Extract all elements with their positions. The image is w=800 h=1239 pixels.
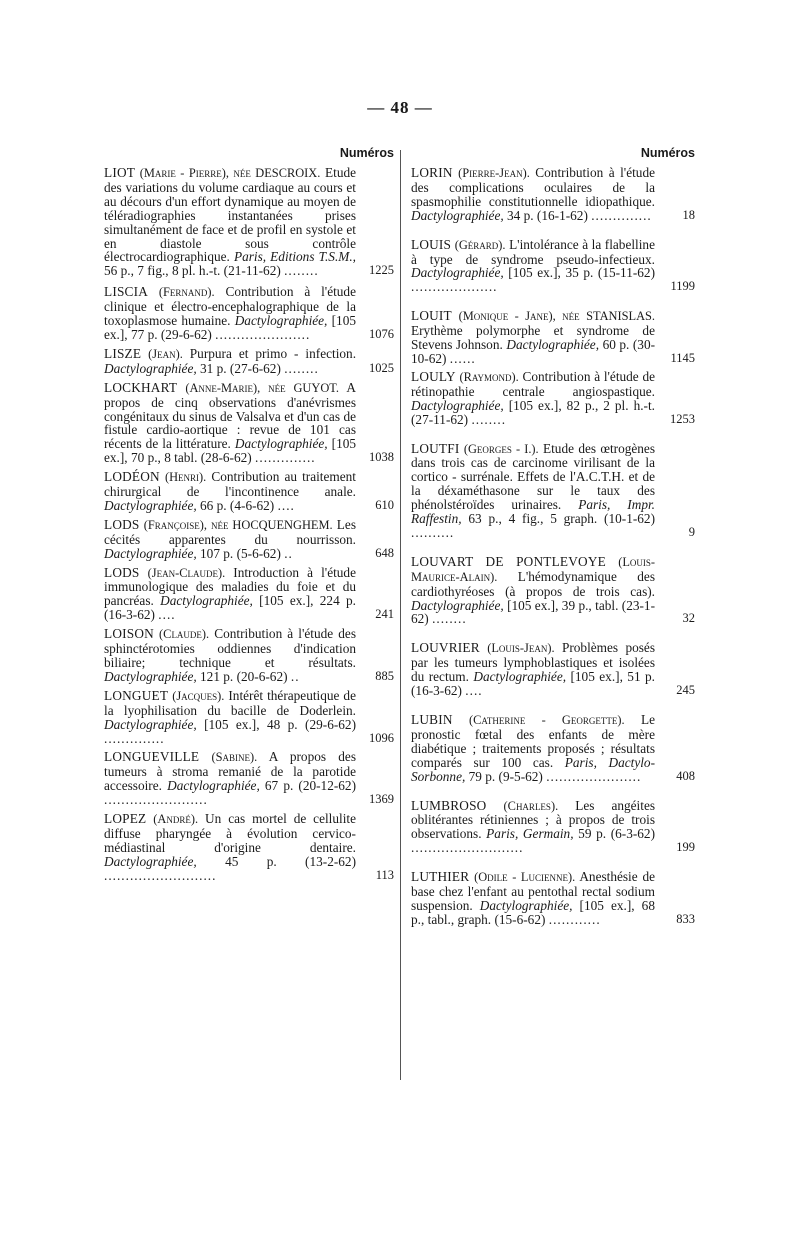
publication: Dactylographiée, — [411, 265, 504, 281]
entry-text — [104, 347, 356, 376]
bibliography-entry — [411, 555, 695, 627]
author-given: (Louis-Jean). — [487, 641, 555, 656]
publication-details: 31 p. (27-6-62) — [200, 360, 281, 376]
entry-text — [104, 812, 356, 883]
publication-details: [105 ex.], 82 p., 2 pl. h.-t. (27-11-62) — [411, 397, 655, 427]
entry-number: 9 — [688, 524, 695, 539]
column-divider — [400, 150, 401, 1080]
thesis-title: Contribution à l'étude des complications oculaires de la spasmophilie constitutionnelle idiopathique. — [411, 165, 655, 209]
bibliography-entry — [411, 799, 695, 856]
entry-text — [104, 750, 356, 807]
entry-number: 610 — [375, 497, 394, 512]
entry-text — [411, 870, 655, 927]
entry-text — [104, 518, 356, 561]
dot-leader: ........ — [432, 611, 467, 627]
thesis-title: A propos de cinq observations d'anévrismes congénitaux du sinus de Valsalva et d'un cas de fistule cardio-aortique : revue de 101 cas récents de la littérature. — [104, 379, 357, 452]
thesis-title: Etude des variations du volume cardiaque au cours et au décours d'un effort dynamique au moyen de téléradiographies instantanées prises simultanément de face et de profil en systole et en diastole sous contrôle électrocardiographique. — [104, 165, 357, 265]
publication-details: 107 p. (5-6-62) — [200, 545, 281, 561]
author-name: LUMBROSO — [411, 797, 487, 813]
publication: Dactylographiée, — [104, 853, 197, 869]
author-given: (Claude). — [159, 627, 210, 642]
publication: Dactylographiée, — [411, 597, 504, 613]
bibliography-entry — [411, 370, 695, 427]
author-given: (Raymond). — [459, 369, 519, 384]
thesis-title: Contribution à l'étude clinique et électro-encephalographique de la toxoplasmose humaine. — [104, 284, 356, 329]
bibliography-entry — [411, 238, 695, 295]
publication: Dactylographiée, — [104, 716, 197, 732]
publication: Paris, Dactylo-Sorbonne, — [411, 754, 656, 784]
entry-number: 1025 — [369, 360, 394, 375]
publication: Dactylographiée, — [411, 397, 504, 413]
dot-leader: ........ — [471, 411, 507, 427]
publication-details: [105 ex.], 48 p. (29-6-62) — [204, 716, 356, 732]
publication: Dactylographiée, — [167, 778, 260, 794]
thesis-title: Le pronostic fœtal des enfants de mère diabétique ; traitements proposés ; résultats comparés sur 100 cas. — [411, 712, 655, 770]
entry-number: 1038 — [369, 450, 394, 465]
dot-leader: ...... — [449, 350, 476, 366]
entry-text — [104, 566, 356, 623]
thesis-title: Anesthésie de base chez l'enfant au pentothal rectal sodium suspension. — [411, 869, 656, 913]
author-given: (Jacques). — [172, 688, 225, 703]
publication: Paris, Impr. Raffestin, — [411, 497, 655, 527]
publication: Dactylographiée, — [234, 436, 328, 452]
entry-text — [411, 238, 655, 295]
bibliography-entry — [104, 518, 394, 561]
entry-text — [411, 555, 655, 627]
author-given: (Marie - Pierre), née DESCROIX. — [139, 166, 321, 180]
thesis-title: Les angéites oblitérantes rétiniennes ; à propos de trois observations. — [411, 797, 656, 842]
publication-details: 45 p. (13-2-62) — [225, 853, 357, 869]
publication-details: [105 ex.], 70 p., 8 tabl. (28-6-62) — [104, 436, 357, 466]
author-given: (Catherine - Georgette). — [469, 713, 625, 727]
publication-details: [105 ex.], 51 p. (16-3-62) — [411, 669, 655, 699]
thesis-title: L'hémodynamique des cardiothyréoses (à propos de trois cas). — [411, 568, 655, 599]
entry-text — [411, 166, 655, 223]
publication: Paris, Germain, — [486, 826, 574, 842]
author-given: (Françoise), née HOCQUENGHEM. — [143, 517, 333, 532]
right-column — [411, 146, 695, 927]
publication-details: [105 ex.], 35 p. (15-11-62) — [508, 265, 655, 281]
thesis-title: Un cas mortel de cellulite diffuse pharyngée à évolution cervico-médiastinal d'origine dentaire. — [104, 811, 356, 855]
author-name: LORIN — [411, 165, 453, 180]
entry-text — [411, 309, 655, 366]
author-name: LODS — [104, 564, 140, 580]
entry-number: 1199 — [670, 279, 695, 294]
dot-leader: .... — [277, 497, 295, 513]
author-given: (Jean). — [148, 346, 183, 361]
entry-number: 199 — [676, 840, 695, 855]
author-name: LOUIS — [411, 236, 452, 252]
bibliography-entry — [104, 566, 394, 623]
dot-leader: ........ — [284, 360, 319, 376]
author-name: LOUVART DE PONTLEVOYE — [411, 553, 606, 569]
author-name: LISCIA — [104, 284, 149, 300]
bibliography-entry — [104, 750, 394, 807]
publication: Dactylographiée, — [506, 337, 600, 353]
publication: Dactylographiée, — [160, 593, 253, 609]
publication-details: 56 p., 7 fig., 8 pl. h.-t. (21-11-62) — [104, 263, 281, 279]
thesis-title: Intérêt thérapeutique de la lyophilisation du bacille de Doderlein. — [104, 687, 356, 718]
publication-details: [105 ex.], 224 p. (16-3-62) — [104, 593, 356, 623]
bibliography-entry — [104, 166, 394, 278]
author-name: LODÉON — [104, 469, 160, 485]
bibliography-entry — [411, 309, 695, 366]
entry-text — [104, 470, 356, 513]
dot-leader: .... — [158, 607, 176, 623]
dot-leader: ........ — [284, 263, 319, 279]
author-name: LIOT — [104, 165, 136, 180]
page-number: — 48 — — [367, 98, 433, 117]
bibliography-entry — [411, 870, 695, 927]
publication: Paris, Editions T.S.M., — [233, 249, 357, 265]
publication: Dactylographiée, — [104, 545, 197, 561]
entry-number: 1253 — [670, 411, 695, 426]
entry-number: 885 — [375, 668, 394, 683]
entry-text — [411, 370, 655, 427]
dot-leader: .... — [465, 683, 483, 699]
entry-text — [411, 442, 655, 540]
publication: Dactylographiée, — [473, 669, 567, 685]
thesis-title: A propos des tumeurs à stroma remanié de la parotide accessoire. — [104, 749, 356, 794]
entry-list — [104, 166, 394, 883]
column-header: Numéros — [640, 146, 695, 160]
entry-text — [104, 627, 356, 684]
author-name: LOUIT — [411, 308, 452, 324]
author-given: (Charles). — [503, 798, 559, 813]
entry-number: 245 — [676, 683, 695, 698]
author-given: (Monique - Jane), née STANISLAS. — [458, 309, 656, 324]
dot-leader: .......... — [411, 524, 455, 540]
author-given: (Gérard). — [454, 237, 506, 252]
author-given: (Fernand). — [158, 285, 215, 300]
entry-text — [104, 285, 356, 342]
publication-details: 79 p. (9-5-62) — [468, 768, 543, 784]
publication-details: 63 p., 4 fig., 5 graph. (10-1-62) — [468, 511, 656, 527]
entry-number: 18 — [682, 207, 695, 222]
author-given: (Louis-Maurice-Alain). — [411, 554, 656, 584]
entry-number: 1096 — [369, 730, 394, 745]
publication-details: [105 ex.], 77 p. (29-6-62) — [104, 313, 356, 342]
bibliography-entry — [104, 381, 394, 465]
thesis-title: Erythème polymorphe et syndrome de Stevens Johnson. — [411, 323, 655, 353]
author-name: LONGUET — [104, 687, 169, 703]
entry-number: 113 — [375, 867, 394, 882]
thesis-title: Les cécités apparentes du nourrisson. — [104, 516, 356, 547]
bibliography-entry — [411, 166, 695, 223]
entry-text — [411, 641, 655, 698]
thesis-title: Contribution à l'étude des sphinctérotomies oddiennes d'indication biliaire; technique et résultats. — [104, 626, 356, 670]
thesis-title: Etude des œtrogènes dans trois cas de carcinome virilisant de la cortico - surrénale. Effets de l'A.C.T.H. et de la déxaméthasone sur le taux des phénolstéroïdes urinaires. — [411, 440, 656, 513]
author-name: LOPEZ — [104, 811, 147, 827]
entry-number: 408 — [676, 768, 695, 783]
publication: Dactylographiée, — [104, 668, 197, 684]
author-name: LODS — [104, 516, 140, 532]
dot-leader: .. — [290, 668, 300, 684]
bibliography-entry — [104, 627, 394, 684]
author-given: (Pierre-Jean). — [458, 166, 530, 180]
entry-text — [104, 166, 356, 278]
entry-text — [104, 689, 356, 746]
author-given: (Georges - I.). — [463, 441, 539, 456]
entry-number: 241 — [375, 607, 394, 622]
thesis-title: Problèmes posés par les tumeurs lymphoblastiques et isolées du rectum. — [411, 640, 656, 685]
bibliography-entry — [104, 285, 394, 342]
column-header: Numéros — [339, 146, 394, 160]
bibliography-entry — [411, 442, 695, 540]
publication-details: 66 p. (4-6-62) — [200, 497, 275, 513]
author-name: LOCKHART — [104, 379, 178, 395]
publication: Dactylographiée, — [411, 207, 504, 223]
thesis-title: L'intolérance à la flabelline à type de syndrome pseudo-infectieux. — [411, 236, 655, 267]
entry-number: 1225 — [369, 263, 394, 278]
entry-text — [411, 713, 655, 784]
publication-details: 67 p. (20-12-62) — [264, 778, 357, 794]
dot-leader: .. — [284, 545, 293, 561]
author-name: LISZE — [104, 345, 142, 361]
author-name: LOUVRIER — [411, 640, 480, 656]
publication-details: [105 ex.], 39 p., tabl. (23-1-62) — [411, 597, 655, 627]
author-name: LUBIN — [411, 712, 453, 727]
entry-text — [411, 799, 655, 856]
bibliography-entry — [104, 812, 394, 883]
dot-leader: .............. — [104, 730, 165, 746]
thesis-title: Contribution à l'étude de rétinopathie centrale angiospastique. — [411, 368, 655, 399]
bibliography-entry — [104, 689, 394, 746]
author-given: (Jean-Claude). — [147, 565, 226, 580]
dot-leader: ...................... — [546, 768, 642, 784]
author-name: LOUTFI — [411, 440, 460, 456]
entry-number: 833 — [676, 911, 695, 926]
publication-details: 34 p. (16-1-62) — [507, 207, 588, 223]
publication-details: 121 p. (20-6-62) — [200, 668, 288, 684]
author-given: (Odile - Lucienne). — [474, 870, 576, 885]
dot-leader: ...................... — [215, 326, 311, 342]
bibliography-entry — [104, 347, 394, 376]
dot-leader: ............ — [548, 911, 601, 927]
dot-leader: .................... — [411, 279, 498, 295]
author-given: (André). — [153, 812, 199, 827]
publication-details: [105 ex.], 68 p., tabl., graph. (15-6-62) — [411, 897, 655, 927]
left-column — [104, 146, 394, 883]
dot-leader: .......................... — [411, 840, 524, 856]
publication: Dactylographiée, — [234, 313, 328, 329]
thesis-title: Purpura et primo - infection. — [189, 345, 357, 361]
publication-details: 60 p. (30-10-62) — [411, 337, 656, 366]
publication-details: 59 p. (6-3-62) — [578, 826, 655, 842]
publication: Dactylographiée, — [104, 360, 197, 376]
author-name: LONGUEVILLE — [104, 749, 200, 765]
dot-leader: .............. — [255, 450, 316, 466]
dot-leader: .......................... — [104, 867, 217, 883]
entry-number: 32 — [682, 611, 695, 626]
entry-number: 1076 — [369, 326, 394, 341]
author-given: (Anne-Marie), née GUYOT. — [185, 380, 340, 395]
bibliography-entry — [411, 641, 695, 698]
thesis-title: Introduction à l'étude immunologique des maladies du foie et du pancréas. — [104, 564, 356, 609]
dot-leader: .............. — [591, 207, 652, 223]
entry-number: 1369 — [369, 792, 394, 807]
author-name: LOULY — [411, 368, 456, 384]
entry-number: 1145 — [670, 350, 695, 365]
publication: Dactylographiée, — [104, 497, 197, 513]
bibliography-entry — [104, 470, 394, 513]
dot-leader: ........................ — [104, 792, 208, 808]
entry-list — [411, 166, 695, 927]
author-given: (Sabine). — [211, 750, 258, 765]
entry-text — [104, 381, 356, 465]
author-name: LOISON — [104, 626, 154, 642]
thesis-title: Contribution au traitement chirurgical de l'incontinence anale. — [104, 469, 356, 500]
entry-number: 648 — [375, 545, 394, 560]
author-given: (Henri). — [164, 470, 207, 485]
publication: Dactylographiée, — [479, 897, 573, 913]
author-name: LUTHIER — [411, 869, 470, 885]
bibliography-entry — [411, 713, 695, 784]
